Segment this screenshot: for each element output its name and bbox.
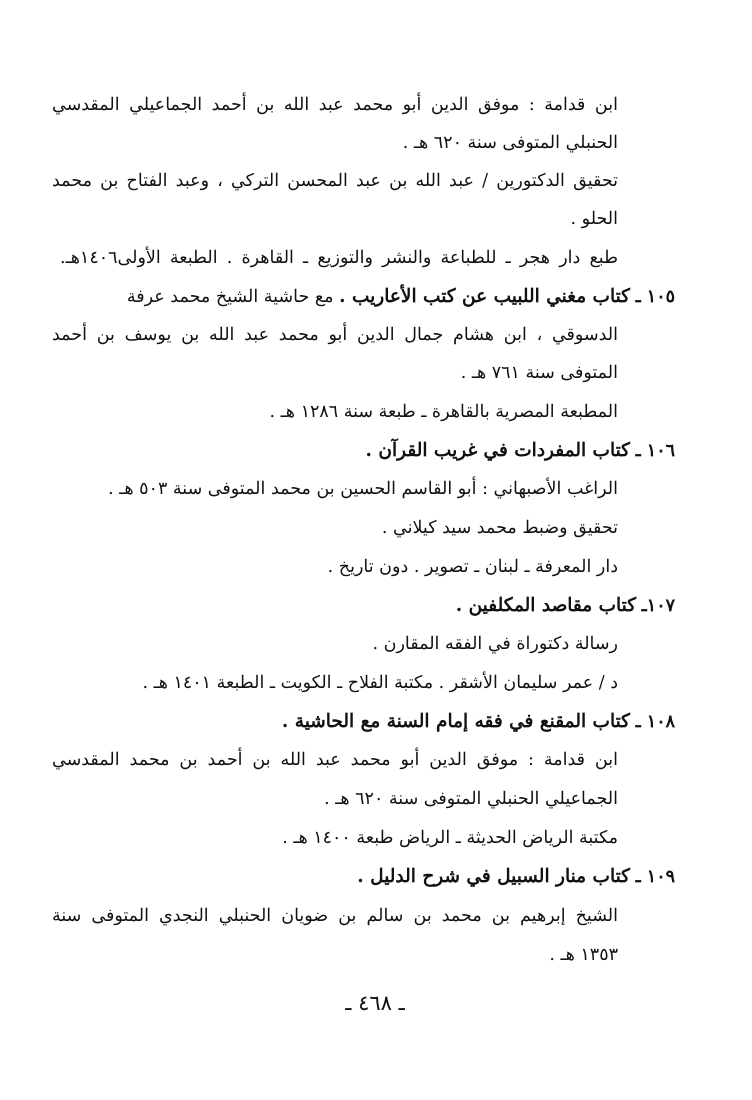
prev-editors-cont-line: الحلو . xyxy=(570,209,618,229)
entry-106-number: ١٠٦ ـ xyxy=(635,441,675,461)
entry-109-author-line: الشيخ إبرهيم بن محمد بن سالم بن ضويان الحنبلي النجدي المتوفى سنة xyxy=(52,906,618,926)
entry-105-title: كتاب مغني اللبيب عن كتب الأعاريب . xyxy=(339,286,630,307)
entry-105-publisher-line: المطبعة المصرية بالقاهرة ـ طبعة سنة ١٢٨٦ هـ . xyxy=(269,402,618,422)
entry-108-number: ١٠٨ ـ xyxy=(635,712,675,732)
prev-author-cont-line: الحنبلي المتوفى سنة ٦٢٠ هـ . xyxy=(402,133,618,153)
entry-108-publisher-line: مكتبة الرياض الحديثة ـ الرياض طبعة ١٤٠٠ هـ . xyxy=(282,828,618,848)
entry-109-number: ١٠٩ ـ xyxy=(635,867,675,887)
entry-107-title: كتاب مقاصد المكلفين . xyxy=(455,595,637,616)
entry-108-author-cont-line: الجماعيلي الحنبلي المتوفى سنة ٦٢٠ هـ . xyxy=(324,789,618,809)
page-number: ـ ٤٦٨ ـ xyxy=(345,991,405,1015)
entry-106-publisher-line: دار المعرفة ـ لبنان ـ تصوير . دون تاريخ . xyxy=(327,557,618,577)
entry-107-publisher-line: د / عمر سليمان الأشقر . مكتبة الفلاح ـ الكويت ـ الطبعة ١٤٠١ هـ . xyxy=(142,673,618,693)
entry-109-author-cont-line: ١٣٥٣ هـ . xyxy=(549,945,618,965)
prev-author-line: ابن قدامة : موفق الدين أبو محمد عبد الله بن أحمد الجماعيلي المقدسي xyxy=(52,95,618,115)
entry-109-heading xyxy=(357,862,675,892)
prev-publisher-line: طبع دار هجر ـ للطباعة والنشر والتوزيع ـ القاهرة . الطبعة الأولى١٤٠٦هـ. xyxy=(60,248,618,268)
entry-105-title-note: مع حاشية الشيخ محمد عرفة xyxy=(126,287,334,307)
entry-107-note-line: رسالة دكتوراة في الفقه المقارن . xyxy=(372,634,618,654)
entry-106-title: كتاب المفردات في غريب القرآن . xyxy=(365,440,630,461)
entry-108-heading xyxy=(282,707,675,737)
entry-106-heading xyxy=(366,436,675,466)
entry-108-author-line: ابن قدامة : موفق الدين أبو محمد عبد الله بن أحمد بن محمد المقدسي xyxy=(52,750,618,770)
entry-105-author-cont-line: المتوفى سنة ٧٦١ هـ . xyxy=(460,363,618,383)
entry-106-editor-line: تحقيق وضبط محمد سيد كيلاني . xyxy=(381,518,618,538)
entry-105-number: ١٠٥ ـ xyxy=(635,287,675,307)
entry-105-heading xyxy=(52,282,675,312)
entry-105-author-line: الدسوقي ، ابن هشام جمال الدين أبو محمد عبد الله بن يوسف بن أحمد xyxy=(52,325,618,345)
entry-109-title: كتاب منار السبيل في شرح الدليل . xyxy=(357,866,630,887)
entry-107-number: ١٠٧ـ xyxy=(641,596,675,616)
entry-108-title: كتاب المقنع في فقه إمام السنة مع الحاشية . xyxy=(281,711,630,732)
entry-107-heading xyxy=(456,591,675,621)
entry-106-author-line: الراغب الأصبهاني : أبو القاسم الحسين بن محمد المتوفى سنة ٥٠٣ هـ . xyxy=(108,479,618,499)
prev-editors-line: تحقيق الدكتورين / عبد الله بن عبد المحسن التركي ، وعبد الفتاح بن محمد xyxy=(52,171,618,191)
